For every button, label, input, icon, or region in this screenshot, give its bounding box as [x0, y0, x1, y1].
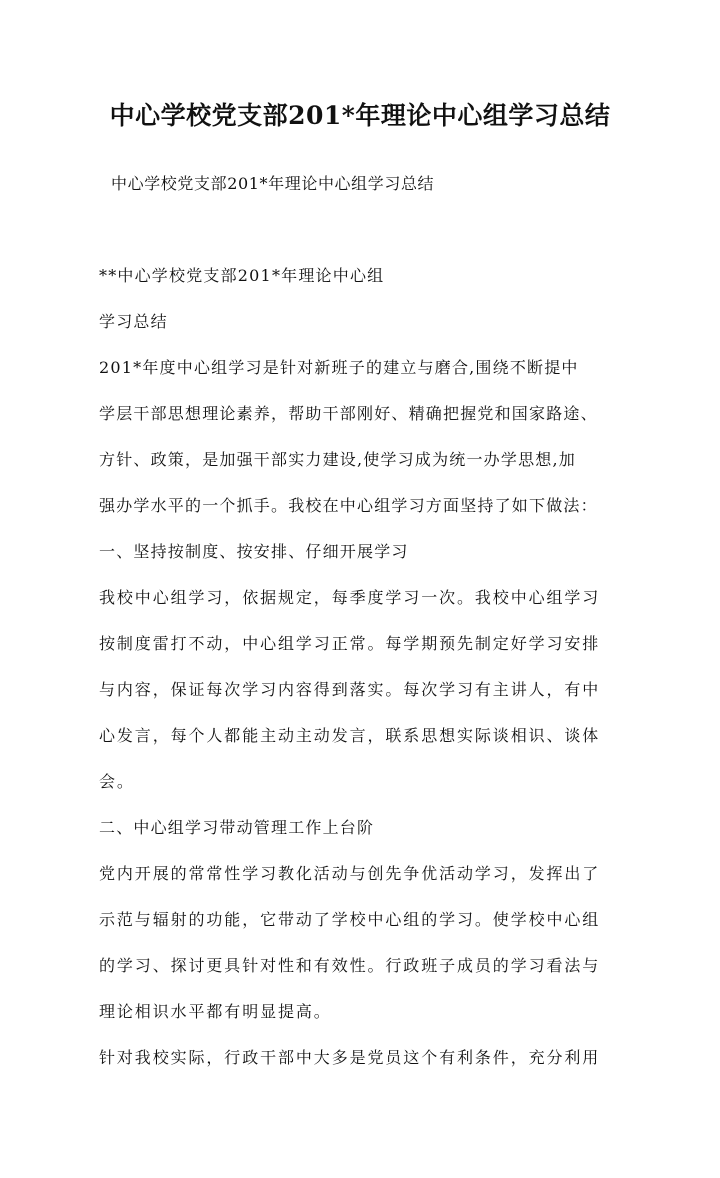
section-heading: 一、坚持按制度、按安排、仔细开展学习	[99, 542, 409, 561]
body-line: 强办学水平的一个抓手。我校在中心组学习方面坚持了如下做法：	[99, 496, 598, 515]
body-line: 按制度雷打不动，中心组学习正常。每学期预先制定好学习安排	[99, 634, 601, 653]
body-line: 学习总结	[99, 312, 168, 331]
body-line: 会。	[99, 772, 135, 791]
body-line: 心发言，每个人都能主动主动发言，联系思想实际谈相识、谈体	[99, 726, 601, 745]
body-line: 我校中心组学习，依据规定，每季度学习一次。我校中心组学习	[99, 588, 601, 607]
body-line: **中心学校党支部201*年理论中心组	[99, 266, 385, 285]
body-line: 201*年度中心组学习是针对新班子的建立与磨合,围绕不断提中	[99, 358, 579, 377]
document-subtitle: 中心学校党支部201*年理论中心组学习总结	[111, 174, 435, 193]
body-line: 针对我校实际，行政干部中大多是党员这个有利条件，充分利用	[99, 1048, 601, 1067]
document-body	[99, 258, 639, 1086]
document-title: 中心学校党支部201*年理论中心组学习总结	[109, 101, 611, 130]
body-line: 的学习、探讨更具针对性和有效性。行政班子成员的学习看法与	[99, 956, 601, 975]
section-heading: 二、中心组学习带动管理工作上台阶	[99, 818, 375, 837]
body-line: 示范与辐射的功能，它带动了学校中心组的学习。使学校中心组	[99, 910, 601, 929]
body-line: 与内容，保证每次学习内容得到落实。每次学习有主讲人，有中	[99, 680, 601, 699]
body-line: 理论相识水平都有明显提高。	[99, 1002, 332, 1021]
body-line: 党内开展的常常性学习教化活动与创先争优活动学习，发挥出了	[99, 864, 601, 883]
body-line: 学层干部思想理论素养，帮助干部刚好、精确把握党和国家路途、	[99, 404, 598, 423]
body-line: 方针、政策，是加强干部实力建设,使学习成为统一办学思想,加	[99, 450, 576, 469]
